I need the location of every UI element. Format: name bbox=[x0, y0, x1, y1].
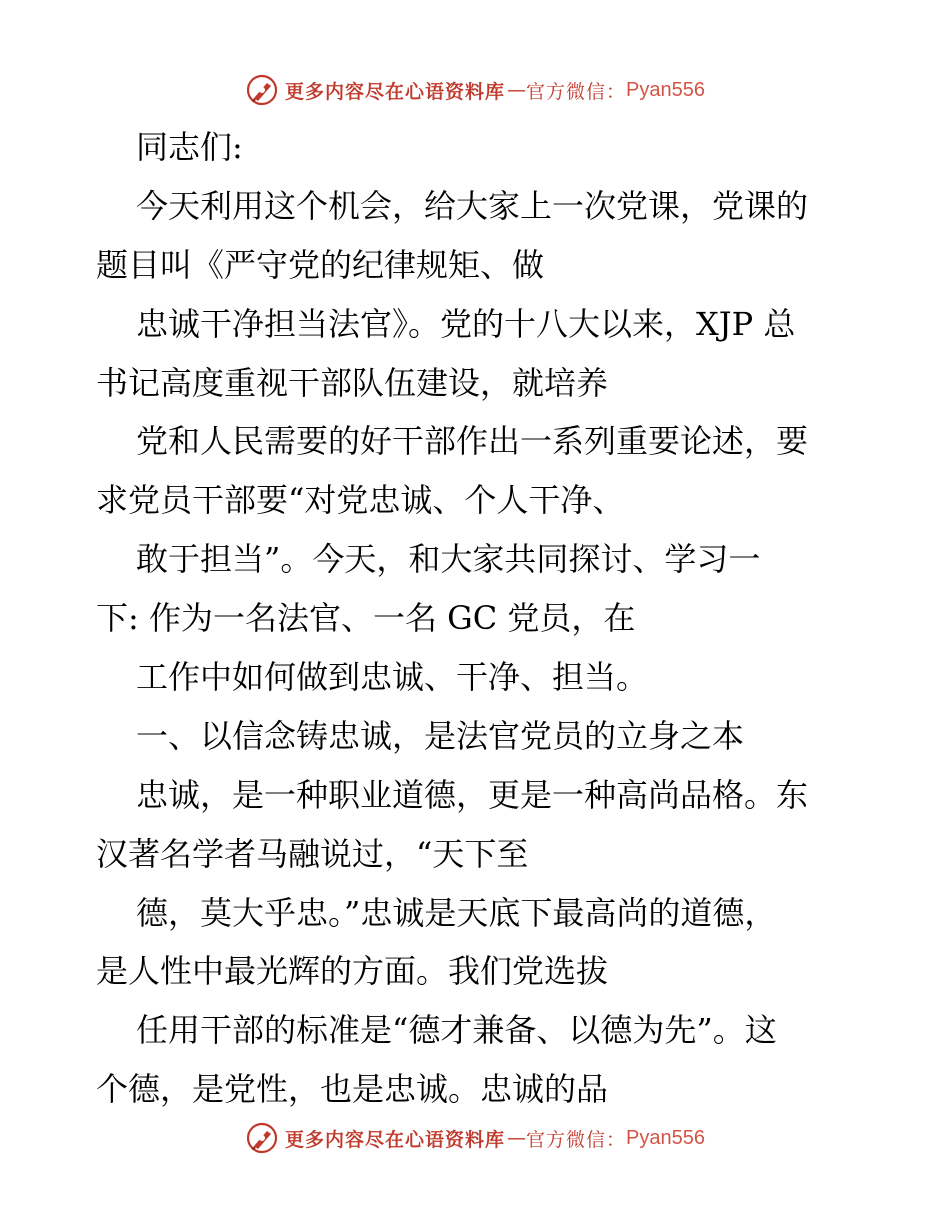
pen-logo-icon bbox=[245, 73, 279, 107]
watermark-wechat-id: Pyan556 bbox=[626, 1126, 705, 1149]
paragraph-line: 敢于担当”。今天，和大家共同探讨、学习一 bbox=[136, 540, 761, 579]
watermark-brand: 更多内容尽在心语资料库 bbox=[285, 80, 506, 103]
watermark-separator: — bbox=[507, 1127, 525, 1149]
watermark-official: 官方微信： bbox=[526, 80, 627, 103]
paragraph-line: 题目叫《严守党的纪律规矩、做 bbox=[96, 245, 545, 284]
watermark-separator: — bbox=[507, 79, 525, 101]
watermark-wechat-id: Pyan556 bbox=[626, 78, 705, 101]
pen-logo-icon bbox=[245, 1121, 279, 1155]
watermark-brand: 更多内容尽在心语资料库 bbox=[285, 1128, 506, 1151]
paragraph-line: 书记高度重视干部队伍建设，就培养 bbox=[96, 363, 609, 402]
paragraph-line: 忠诚，是一种职业道德，更是一种高尚品格。东 bbox=[136, 775, 809, 814]
paragraph-line: 德，莫大乎忠。”忠诚是天底下最高尚的道德， bbox=[136, 893, 777, 932]
paragraph-line: 今天利用这个机会，给大家上一次党课，党课的 bbox=[136, 186, 809, 225]
paragraph-line: 是人性中最光辉的方面。我们党选拔 bbox=[96, 952, 609, 991]
paragraph-line: 求党员干部要“对党忠诚、个人干净、 bbox=[96, 481, 625, 520]
watermark-official: 官方微信： bbox=[526, 1128, 627, 1151]
section-heading: 一、以信念铸忠诚，是法官党员的立身之本 bbox=[136, 716, 745, 755]
document-body bbox=[96, 118, 856, 1119]
footer-watermark bbox=[0, 1118, 950, 1158]
salutation: 同志们: bbox=[136, 128, 243, 166]
paragraph-line: 任用干部的标准是“德才兼备、以德为先”。这 bbox=[136, 1011, 777, 1050]
paragraph-line: 下: 作为一名法官、一名 GC 党员，在 bbox=[96, 599, 636, 638]
paragraph-line: 忠诚干净担当法官》。党的十八大以来，XJP 总 bbox=[136, 304, 796, 343]
header-watermark bbox=[0, 70, 950, 110]
paragraph-line: 工作中如何做到忠诚、干净、担当。 bbox=[136, 658, 649, 697]
paragraph-line: 党和人民需要的好干部作出一系列重要论述，要 bbox=[136, 422, 809, 461]
paragraph-line: 汉著名学者马融说过，“天下至 bbox=[96, 834, 529, 873]
paragraph-line: 个德，是党性，也是忠诚。忠诚的品 bbox=[96, 1070, 609, 1109]
